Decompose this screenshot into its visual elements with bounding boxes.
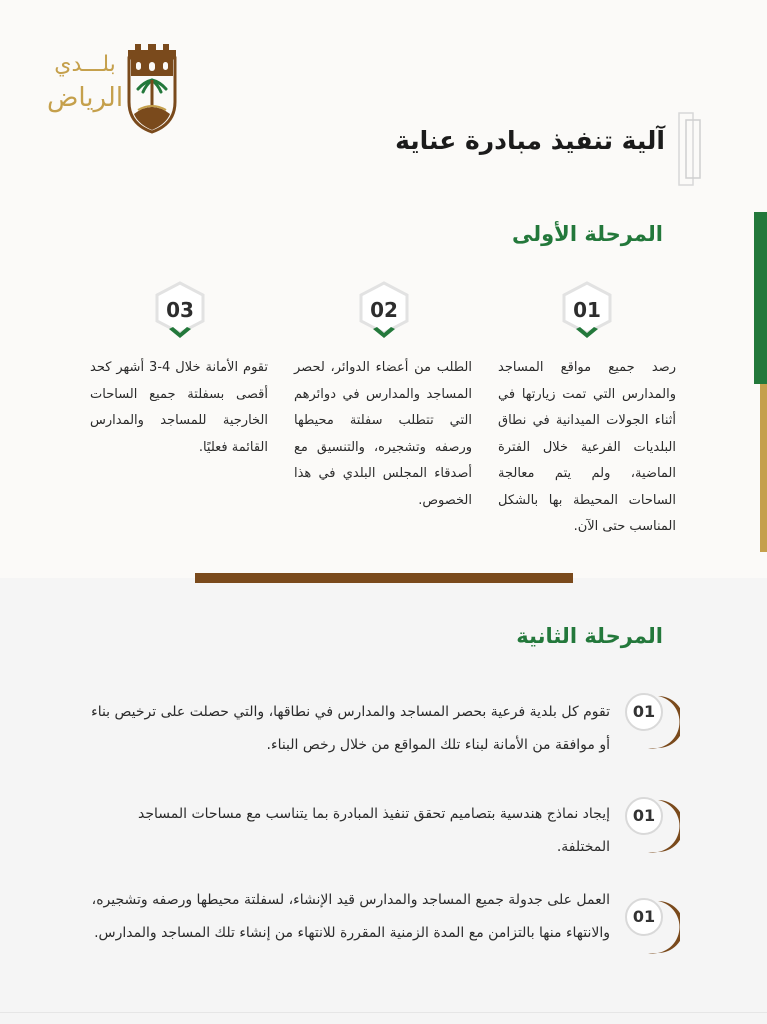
item-text-1: تقوم كل بلدية فرعية بحصر المساجد والمدارس في نطاقها، والتي حصلت على ترخيص بناء أو موافقة من الأمانة لبناء تلك المواقع من خلال رخص البناء. [91, 704, 610, 753]
side-accent-green [754, 212, 767, 384]
numbered-bubble-icon [624, 794, 680, 858]
balady-riyadh-logo [46, 42, 176, 134]
section-divider [195, 573, 573, 583]
numbered-bubble-icon [624, 690, 680, 754]
item-text-2: إيجاد نماذج هندسية بتصاميم تحقق تنفيذ المبادرة بما يتناسب مع مساحات المساجد المختلفة. [138, 806, 610, 855]
step-number: 03 [166, 298, 194, 322]
logo-line2: الرياض [46, 83, 124, 113]
item-number: 01 [632, 907, 656, 926]
title-decoration [678, 112, 708, 186]
side-accent-gold [760, 384, 767, 552]
page-title: آلية تنفيذ مبادرة عناية [395, 126, 665, 155]
logo-line1: بلـــدي [54, 52, 116, 77]
step-paragraph: الطلب من أعضاء الدوائر، لحصر المساجد والمدارس في دوائرهم التي تتطلب سفلتة محيطها ورصفه وتشجيره، والتنسيق مع أصدقاء المجلس البلدي في هذا الخصوص. [294, 360, 472, 508]
step-text-3 [90, 355, 268, 461]
phase1-title: المرحلة الأولى [512, 222, 663, 246]
item-badge-2 [624, 794, 680, 858]
palm-tower-emblem-icon [126, 42, 178, 134]
item-number: 01 [632, 702, 656, 721]
step-paragraph: تقوم الأمانة خلال 4-3 أشهر كحد أقصى بسفلتة جميع الساحات الخارجية للمساجد والمدارس القائمة فعليًا. [90, 360, 268, 455]
item-number: 01 [632, 806, 656, 825]
step-badge-2 [358, 280, 410, 342]
step-number: 02 [370, 298, 398, 322]
step-number: 01 [573, 298, 601, 322]
bottom-divider [0, 1012, 767, 1013]
logo-text [46, 42, 124, 116]
step-text-1 [498, 355, 676, 541]
step-badge-1 [561, 280, 613, 342]
step-paragraph: رصد جميع مواقع المساجد والمدارس التي تمت زيارتها في أثناء الجولات الميدانية في نطاق البلديات الفرعية خلال الفترة الماضية، ولم يتم معالجة الساحات المحيطة بها بالشكل المناسب حتى الآن. [498, 360, 676, 534]
phase2-title: المرحلة الثانية [516, 624, 663, 648]
item-text-3: العمل على جدولة جميع المساجد والمدارس قيد الإنشاء، لسفلتة محيطها ورصفه وتشجيره، والانتهاء منها بالتزامن مع المدة الزمنية المقررة للانتهاء من إنشاء تلك المساجد والمدارس. [91, 892, 610, 941]
numbered-bubble-icon [624, 895, 680, 959]
item-badge-3 [624, 895, 680, 959]
item-badge-1 [624, 690, 680, 754]
step-badge-3 [154, 280, 206, 342]
step-text-2 [294, 355, 472, 514]
